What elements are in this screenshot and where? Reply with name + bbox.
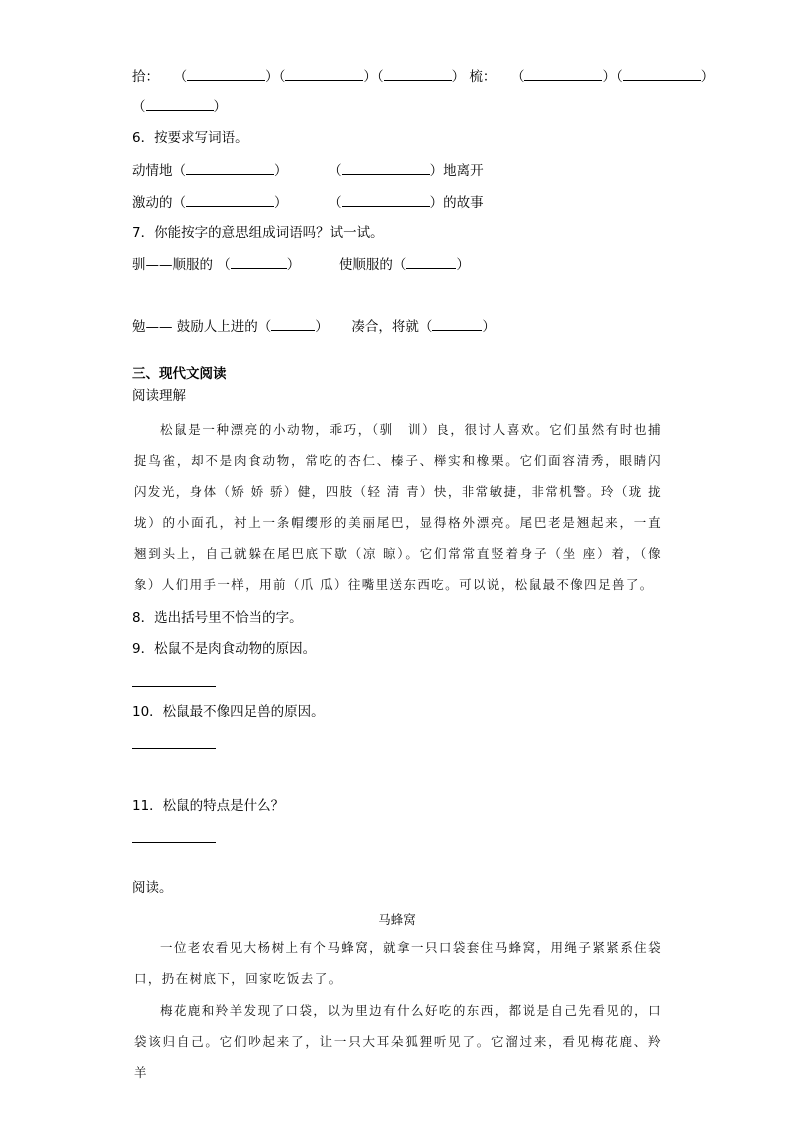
answer-blank[interactable] bbox=[623, 66, 701, 81]
reading2-paragraph-1: 一位老农看见大杨树上有个马蜂窝，就拿一只口袋套住马蜂窝，用绳子紧紧系住袋口，扔在树底下，回家吃饭去了。 bbox=[134, 940, 662, 986]
question-10: 10．松鼠最不像四足兽的原因。 bbox=[132, 704, 325, 720]
answer-blank[interactable] bbox=[231, 254, 287, 269]
answer-blank[interactable] bbox=[146, 96, 214, 111]
q5-char-row-cont: （ ） bbox=[132, 96, 227, 117]
section-heading: 三、现代文阅读 bbox=[132, 366, 227, 382]
section-subheading: 阅读理解 bbox=[132, 388, 186, 404]
q5-char-row: 拾： （ ）（ ）（ ） 梳： （ ）（ ） bbox=[132, 66, 714, 87]
q7-row-2: 勉—— 鼓励人上进的（ ） 凑合，将就（ ） bbox=[132, 316, 496, 337]
reading-passage-squirrel: 松鼠是一种漂亮的小动物，乖巧，（驯 训）良，很讨人喜欢。它们虽然有时也捕捉鸟雀，却不是肉食动物，常吃的杏仁、榛子、榉实和橡栗。它们面容清秀，眼睛闪闪发光，身体（矫 娇 骄）健，四肢（轻 清 青）快，非常敏捷，非常机警。玲（珑 拢 垅）的小面孔，衬上一条帽缨形的美丽尾巴，显得格外漂亮。尾巴老是翘起来，一直翘到头上，自己就躲在尾巴底下歇（凉 晾）。它们常常直竖着身子（坐 座）着，（像 象）人们用手一样，用前（爪 瓜）往嘴里送东西吃。可以说，松鼠最不像四足兽了。 bbox=[134, 422, 662, 592]
answer-blank[interactable] bbox=[406, 254, 456, 269]
answer-blank[interactable] bbox=[187, 66, 265, 81]
answer-blank[interactable] bbox=[271, 316, 315, 331]
answer-blank[interactable] bbox=[186, 160, 274, 175]
answer-blank[interactable] bbox=[186, 192, 274, 207]
reading2-paragraph-2: 梅花鹿和羚羊发现了口袋，以为里边有什么好吃的东西，都说是自己先看见的，口袋该归自己。它们吵起来了，让一只大耳朵狐狸听见了。它溜过来，看见梅花鹿、羚羊 bbox=[134, 1003, 662, 1080]
reading2-title: 马蜂窝 bbox=[378, 912, 416, 927]
question-9: 9．松鼠不是肉食动物的原因。 bbox=[132, 641, 317, 657]
reading2-label: 阅读。 bbox=[132, 880, 173, 896]
answer-line-q11[interactable] bbox=[132, 842, 216, 843]
q6-row-1: 动情地（ ） （ ）地离开 bbox=[132, 160, 484, 181]
char-shi-label: 拾： bbox=[132, 69, 159, 85]
question-11: 11．松鼠的特点是什么？ bbox=[132, 798, 285, 814]
q7-row-1: 驯——顺服的 （ ） 使顺服的（ ） bbox=[132, 254, 470, 275]
answer-line-q10[interactable] bbox=[132, 748, 216, 749]
answer-blank[interactable] bbox=[285, 66, 363, 81]
q6-row-2: 激动的（ ） （ ）的故事 bbox=[132, 192, 484, 213]
answer-blank[interactable] bbox=[384, 66, 452, 81]
q7-title: 7．你能按字的意思组成词语吗？试一试。 bbox=[132, 225, 384, 241]
char-shu-label: 梳： bbox=[469, 69, 497, 85]
q6-title: 6．按要求写词语。 bbox=[132, 130, 249, 146]
answer-blank[interactable] bbox=[342, 160, 430, 175]
answer-blank[interactable] bbox=[342, 192, 430, 207]
answer-blank[interactable] bbox=[432, 316, 482, 331]
question-8: 8．选出括号里不恰当的字。 bbox=[132, 610, 303, 626]
answer-blank[interactable] bbox=[524, 66, 602, 81]
answer-line-q9[interactable] bbox=[132, 686, 216, 687]
